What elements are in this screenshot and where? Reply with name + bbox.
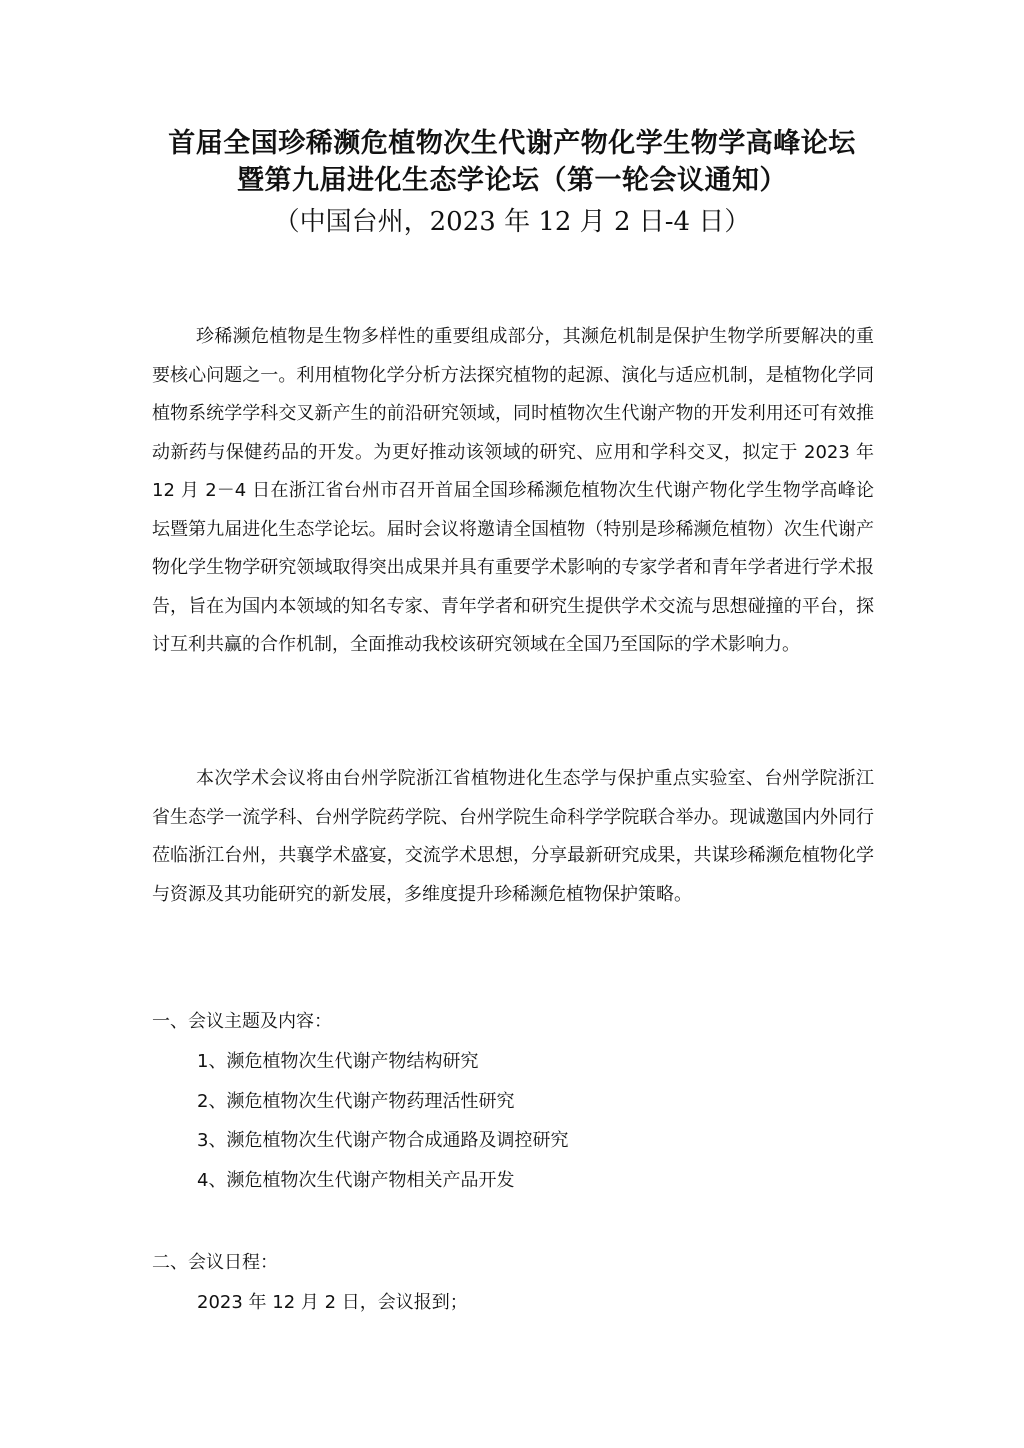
organizer-paragraph: 本次学术会议将由台州学院浙江省植物进化生态学与保护重点实验室、台州学院浙江省生态学一流学科、台州学院药学院、台州学院生命科学学院联合举办。现诚邀国内外同行莅临浙江台州，共襄学术盛宴，交流学术思想，分享最新研究成果，共谋珍稀濒危植物化学与资源及其功能研究的新发展，多维度提升珍稀濒危植物保护策略。 (152, 768, 874, 905)
theme-item-3: 3、濒危植物次生代谢产物合成通路及调控研究 (197, 1130, 569, 1151)
theme-item-2: 2、濒危植物次生代谢产物药理活性研究 (197, 1091, 515, 1112)
theme-item-1: 1、濒危植物次生代谢产物结构研究 (197, 1051, 479, 1072)
theme-item-4: 4、濒危植物次生代谢产物相关产品开发 (197, 1170, 515, 1191)
subtitle-date-location: （中国台州，2023 年 12 月 2 日-4 日） (273, 207, 751, 237)
title-line-1: 首届全国珍稀濒危植物次生代谢产物化学生物学高峰论坛 (168, 128, 856, 159)
section-heading-themes: 一、会议主题及内容： (152, 1011, 332, 1032)
schedule-line-1: 2023 年 12 月 2 日，会议报到； (197, 1292, 468, 1313)
section-heading-schedule: 二、会议日程： (152, 1252, 278, 1273)
title-line-2: 暨第九届进化生态学论坛（第一轮会议通知） (237, 165, 787, 196)
intro-paragraph: 珍稀濒危植物是生物多样性的重要组成部分，其濒危机制是保护生物学所要解决的重要核心问题之一。利用植物化学分析方法探究植物的起源、演化与适应机制，是植物化学同植物系统学学科交叉新产生的前沿研究领域，同时植物次生代谢产物的开发利用还可有效推动新药与保健药品的开发。为更好推动该领域的研究、应用和学科交叉，拟定于 2023 年 12 月 2－4 日在浙江省台州市召开首届全国珍稀濒危植物次生代谢产物化学生物学高峰论坛暨第九届进化生态学论坛。届时会议将邀请全国植物（特别是珍稀濒危植物）次生代谢产物化学生物学研究领域取得突出成果并具有重要学术影响的专家学者和青年学者进行学术报告，旨在为国内本领域的知名专家、青年学者和研究生提供学术交流与思想碰撞的平台，探讨互利共赢的合作机制，全面推动我校该研究领域在全国乃至国际的学术影响力。 (152, 326, 874, 655)
